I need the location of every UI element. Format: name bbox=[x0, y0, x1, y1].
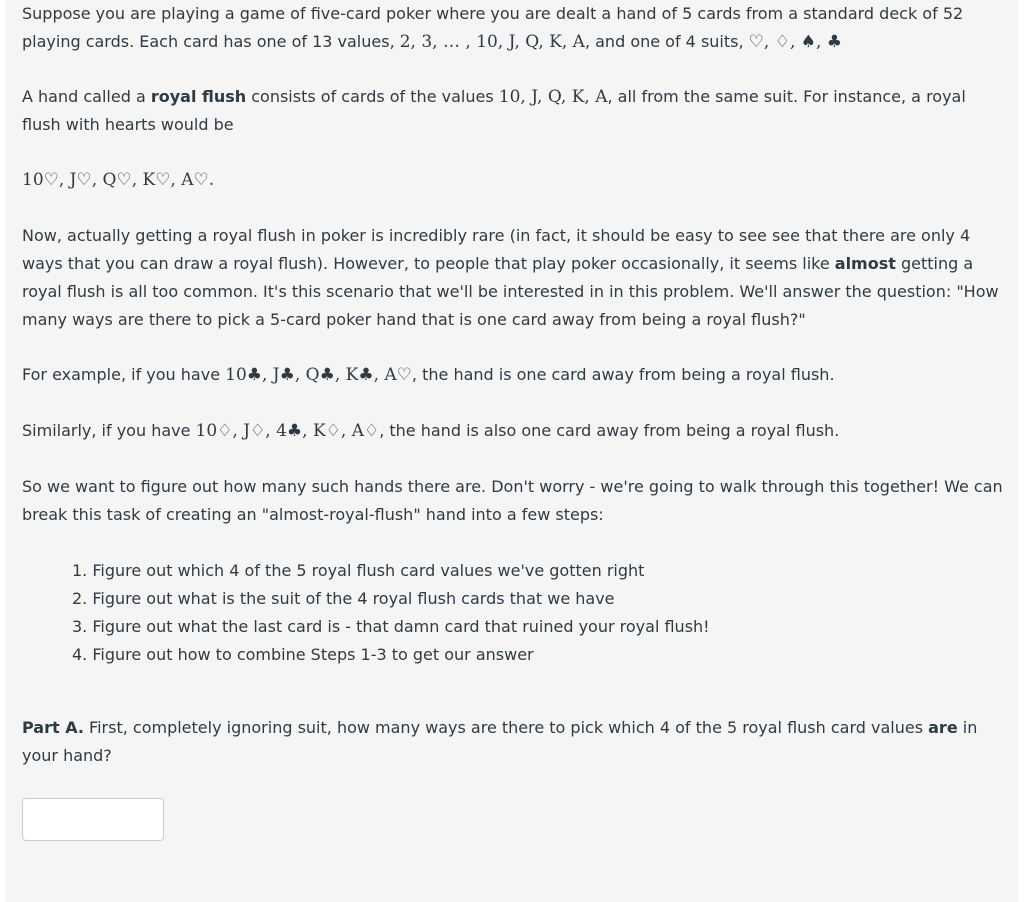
example1-hand-math: 10♣, J♣, Q♣, K♣, A♡ bbox=[225, 365, 412, 385]
suits-math: ♡, ♢, ♠, ♣ bbox=[748, 32, 843, 52]
royal-flush-term: royal flush bbox=[150, 87, 247, 106]
are-term: are bbox=[928, 718, 958, 737]
rare-text-b: getting a royal flush is all too common. It's this scenario that we'll be interested in in this problem. We'll answer the question: "How many ways are there to pick a 5-card poker hand that is one card away from being a royal flush?" bbox=[22, 254, 999, 329]
steps-list bbox=[22, 557, 710, 669]
royal-values-math: 10, J, Q, K, A bbox=[498, 87, 608, 107]
royal-def-text-b: consists of cards of the values bbox=[246, 87, 499, 106]
royal-flush-definition bbox=[22, 83, 1007, 139]
hearts-royal-flush-example: 10♡, J♡, Q♡, K♡, A♡. bbox=[22, 170, 215, 190]
example1-text-a: For example, if you have bbox=[22, 365, 226, 384]
example2-hand-math: 10♢, J♢, 4♣, K♢, A♢ bbox=[195, 421, 380, 441]
rare-text-a: Now, actually getting a royal flush in poker is incredibly rare (in fact, it should be easy to see see that there are only 4 ways that you can draw a royal flush). However, to people that play poker occasionally, it seems like bbox=[22, 226, 971, 273]
intro-text-b: , and one of 4 suits, bbox=[584, 32, 749, 51]
example-one-paragraph bbox=[22, 361, 835, 389]
example2-text-b: , the hand is also one card away from being a royal flush. bbox=[379, 421, 840, 440]
example1-text-b: , the hand is one card away from being a royal flush. bbox=[411, 365, 835, 384]
example-two-paragraph bbox=[22, 417, 839, 445]
example2-text-a: Similarly, if you have bbox=[22, 421, 196, 440]
step-item: 2. Figure out what is the suit of the 4 royal flush cards that we have bbox=[72, 589, 615, 608]
royal-def-text-a: A hand called a bbox=[22, 87, 151, 106]
step-item: 1. Figure out which 4 of the 5 royal flush card values we've gotten right bbox=[72, 561, 645, 580]
part-a-text-a: First, completely ignoring suit, how many ways are there to pick which 4 of the 5 royal flush card values bbox=[83, 718, 929, 737]
part-a-text-b: in your hand? bbox=[22, 718, 978, 765]
royal-def-text-c: , all from the same suit. For instance, a royal flush with hearts would be bbox=[22, 87, 966, 134]
rarity-paragraph bbox=[22, 222, 1007, 334]
question-panel bbox=[5, 0, 1018, 902]
part-a-label: Part A. bbox=[22, 718, 84, 737]
intro-text-a: Suppose you are playing a game of five-card poker where you are dealt a hand of 5 cards from a standard deck of 52 playing cards. Each card has one of 13 values, bbox=[22, 4, 964, 51]
almost-term: almost bbox=[834, 254, 896, 273]
intro-paragraph bbox=[22, 0, 1007, 56]
part-a-answer-input[interactable] bbox=[22, 798, 164, 841]
part-a-question bbox=[22, 714, 1007, 770]
card-values-math: 2, 3, … , 10, J, Q, K, A bbox=[399, 32, 585, 52]
step-item: 3. Figure out what the last card is - that damn card that ruined your royal flush! bbox=[72, 617, 710, 636]
step-item: 4. Figure out how to combine Steps 1-3 to get our answer bbox=[72, 645, 534, 664]
steps-intro-paragraph: So we want to figure out how many such hands there are. Don't worry - we're going to walk through this together! We can break this task of creating an "almost-royal-flush" hand into a few steps: bbox=[22, 477, 1003, 524]
